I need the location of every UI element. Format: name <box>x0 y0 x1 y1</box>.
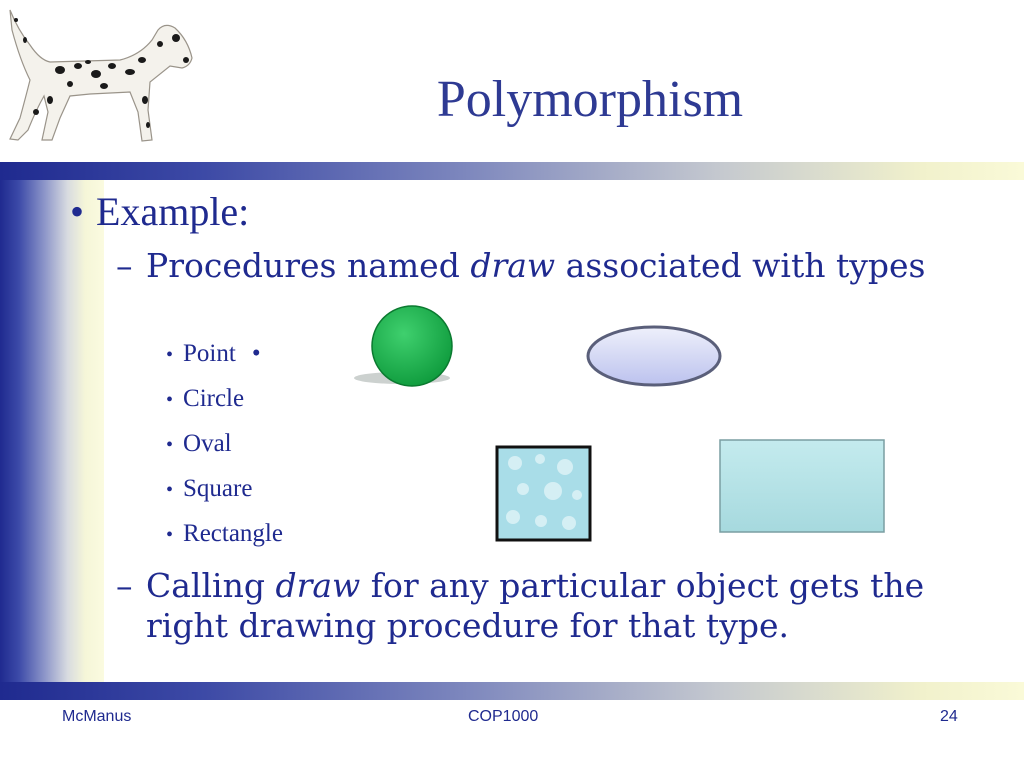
list-item-point-label: Point <box>183 340 236 367</box>
list-item-circle <box>166 385 244 413</box>
sub1-em: draw <box>470 246 556 285</box>
list-item-oval-label: Oval <box>183 430 232 457</box>
bullet-dot: • <box>166 479 174 501</box>
list-item-rectangle-label: Rectangle <box>183 520 283 547</box>
sub1-pre: Procedures named <box>146 246 471 285</box>
dalmatian-dog-icon <box>0 0 200 150</box>
list-item-oval <box>166 430 232 458</box>
footer-page-number: 24 <box>940 708 958 725</box>
bullet-dot: • <box>166 524 174 546</box>
sub2-em: draw <box>275 566 361 605</box>
list-item-square <box>166 475 252 503</box>
rectangle-shape <box>716 436 888 536</box>
list-item-circle-label: Circle <box>183 385 245 412</box>
sub-bullet-calling-text <box>146 566 936 646</box>
list-item-point <box>166 340 261 368</box>
stray-bullet: • <box>251 340 261 367</box>
bullet-dot: • <box>166 344 174 366</box>
sub2-pre: Calling <box>146 566 276 605</box>
list-item-square-label: Square <box>183 475 253 502</box>
bullet-dot: • <box>166 434 174 456</box>
sub1-post: associated with types <box>555 246 926 285</box>
sub2-post: for any particular object gets the right drawing procedure for that type. <box>146 566 925 645</box>
list-item-rectangle <box>166 520 283 548</box>
top-gradient-bar <box>0 162 1024 180</box>
sub-bullet-procedures-text <box>146 246 936 286</box>
bottom-gradient-bar <box>0 682 1024 700</box>
sub-bullet-dash: – <box>116 566 133 605</box>
textured-square-shape <box>495 445 593 543</box>
footer-author: McManus <box>62 708 132 725</box>
bullet-example <box>70 188 249 235</box>
bullet-example-text: Example: <box>96 189 250 234</box>
bullet-dot: • <box>166 389 174 411</box>
sub-bullet-calling <box>116 566 936 648</box>
bullet-dot: • <box>70 189 85 234</box>
footer-course: COP1000 <box>468 708 539 725</box>
slide-title: Polymorphism <box>436 71 744 128</box>
left-gradient-band <box>0 162 104 682</box>
green-circle-shape <box>352 304 462 394</box>
oval-shape <box>584 322 724 390</box>
sub-bullet-dash: – <box>116 246 133 285</box>
sub-bullet-procedures <box>116 246 936 328</box>
